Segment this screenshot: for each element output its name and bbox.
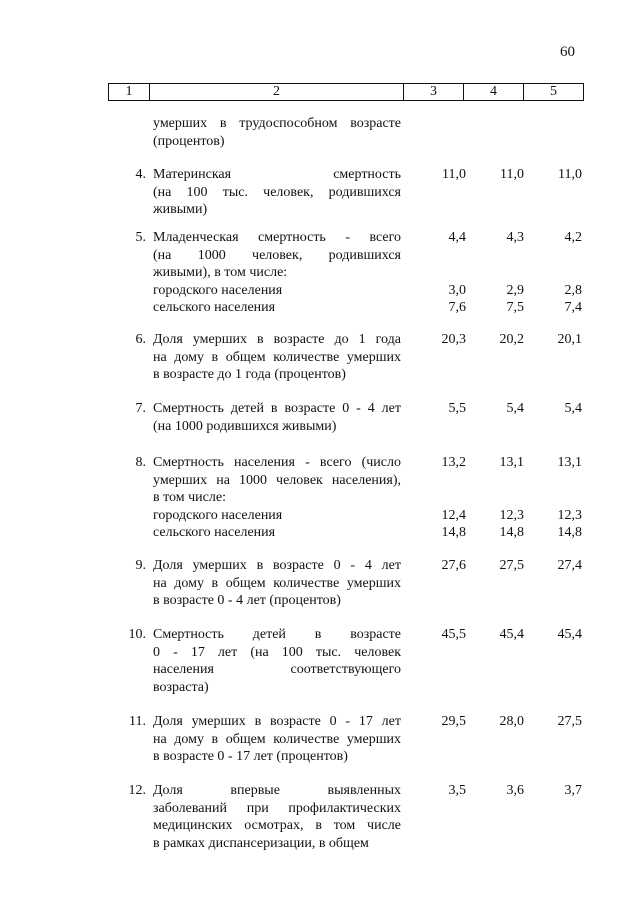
value-col-3: 13,2	[441, 455, 466, 470]
value-col-3: 4,4	[448, 230, 466, 245]
description-line: Доля впервые выявленных	[153, 783, 401, 798]
description-line: Доля умерших в возрасте до 1 года	[153, 332, 401, 347]
row-values	[408, 713, 582, 731]
header-col-3: 3	[404, 84, 464, 100]
header-col-4: 4	[464, 84, 524, 100]
value-col-5: 27,5	[557, 714, 582, 729]
description-line: (на 1000 человек, родившихся	[153, 247, 401, 263]
value-col-5: 11,0	[558, 167, 582, 182]
row-number: 6.	[135, 332, 146, 347]
description-line: Смертность детей в возрасте	[153, 627, 401, 642]
value-col-4: 4,3	[506, 230, 524, 245]
row-number: 7.	[135, 401, 146, 416]
description-line: Доля умерших в возрасте 0 - 17 лет	[153, 714, 401, 729]
row-number: 10.	[128, 627, 146, 642]
value-col-5: 14,8	[557, 525, 582, 540]
row-description	[153, 400, 401, 435]
sub-item-label: сельского населения	[153, 300, 276, 315]
value-col-5: 2,8	[564, 282, 582, 298]
row-description	[153, 557, 401, 610]
row-description	[153, 782, 401, 852]
value-col-4: 28,0	[499, 714, 524, 729]
description-line: (на 1000 родившихся живыми)	[153, 418, 337, 434]
description-line: умерших на 1000 человек населения),	[153, 472, 401, 488]
row-description	[153, 713, 401, 766]
description-line: Доля умерших в возрасте 0 - 4 лет	[153, 558, 401, 573]
row-values	[408, 331, 582, 349]
value-col-3: 20,3	[441, 332, 466, 347]
value-col-4: 45,4	[499, 627, 524, 642]
description-line: Смертность населения - всего (число	[153, 455, 401, 470]
value-col-3: 7,6	[448, 300, 466, 315]
description-line: 0 - 17 лет (на 100 тыс. человек	[153, 644, 401, 660]
value-col-4: 7,5	[506, 300, 524, 315]
description-line: медицинских осмотрах, в том числе	[153, 818, 401, 833]
row-description	[153, 454, 401, 542]
row-values	[408, 557, 582, 575]
row-number: 5.	[135, 230, 146, 245]
description-line: Материнская смертность	[153, 167, 401, 182]
row-values	[408, 626, 582, 644]
value-col-3: 5,5	[448, 401, 466, 416]
value-col-3: 11,0	[442, 167, 466, 182]
value-col-4: 14,8	[499, 525, 524, 540]
row-number: 9.	[135, 558, 146, 573]
description-line: в возрасте до 1 года (процентов)	[153, 367, 346, 382]
value-col-5: 7,4	[564, 300, 582, 315]
description-line: в том числе:	[153, 490, 226, 505]
value-col-5: 20,1	[557, 332, 582, 347]
table-header	[108, 83, 584, 101]
value-col-5: 12,3	[557, 507, 582, 523]
description-line: заболеваний при профилактических	[153, 800, 401, 816]
value-col-4: 11,0	[500, 167, 524, 182]
description-line: (процентов)	[153, 133, 225, 149]
value-col-4: 5,4	[506, 401, 524, 416]
value-col-4: 13,1	[499, 455, 524, 470]
row-values	[408, 400, 582, 418]
value-col-5: 5,4	[564, 401, 582, 416]
value-col-3: 3,0	[448, 282, 466, 298]
value-col-5: 4,2	[564, 230, 582, 245]
header-col-2: 2	[150, 84, 404, 100]
row-values	[408, 454, 582, 542]
value-col-3: 27,6	[441, 558, 466, 573]
description-line: на дому в общем количестве умерших	[153, 731, 401, 747]
description-line: на дому в общем количестве умерших	[153, 349, 401, 365]
description-line: (на 100 тыс. человек, родившихся	[153, 184, 401, 200]
row-description	[153, 626, 401, 696]
description-line: Младенческая смертность - всего	[153, 230, 401, 245]
description-line: в возрасте 0 - 4 лет (процентов)	[153, 593, 341, 608]
row-values	[408, 166, 582, 184]
header-col-5: 5	[550, 84, 557, 99]
value-col-3: 29,5	[441, 714, 466, 729]
description-line: Смертность детей в возрасте 0 - 4 лет	[153, 401, 401, 416]
sub-item-label: городского населения	[153, 507, 283, 523]
value-col-3: 3,5	[448, 783, 466, 798]
value-col-3: 12,4	[441, 507, 466, 523]
description-line: живыми), в том числе:	[153, 265, 288, 280]
sub-item-label: городского населения	[153, 282, 283, 298]
value-col-4: 12,3	[499, 507, 524, 523]
row-number: 11.	[129, 714, 146, 729]
description-line: умерших в трудоспособном возрасте	[153, 116, 401, 131]
row-description	[153, 229, 401, 317]
value-col-4: 2,9	[506, 282, 524, 298]
value-col-4: 20,2	[499, 332, 524, 347]
row-description	[153, 115, 401, 150]
page-number: 60	[560, 44, 575, 60]
row-values	[408, 229, 582, 317]
sub-item-label: сельского населения	[153, 525, 276, 540]
value-col-5: 45,4	[557, 627, 582, 642]
row-description	[153, 331, 401, 384]
description-line: живыми)	[153, 202, 208, 217]
value-col-3: 14,8	[441, 525, 466, 540]
description-line: на дому в общем количестве умерших	[153, 575, 401, 591]
value-col-3: 45,5	[441, 627, 466, 642]
row-number: 12.	[128, 783, 146, 798]
description-line: населения соответствующего	[153, 662, 401, 677]
value-col-4: 3,6	[506, 783, 524, 798]
row-values	[408, 782, 582, 800]
description-line: в рамках диспансеризации, в общем	[153, 835, 369, 851]
row-number: 8.	[135, 455, 146, 470]
value-col-4: 27,5	[499, 558, 524, 573]
row-description	[153, 166, 401, 219]
description-line: возраста)	[153, 679, 209, 695]
header-col-1: 1	[109, 84, 150, 100]
description-line: в возрасте 0 - 17 лет (процентов)	[153, 749, 348, 764]
value-col-5: 13,1	[557, 455, 582, 470]
value-col-5: 27,4	[557, 558, 582, 573]
value-col-5: 3,7	[564, 783, 582, 798]
row-number: 4.	[135, 167, 146, 182]
